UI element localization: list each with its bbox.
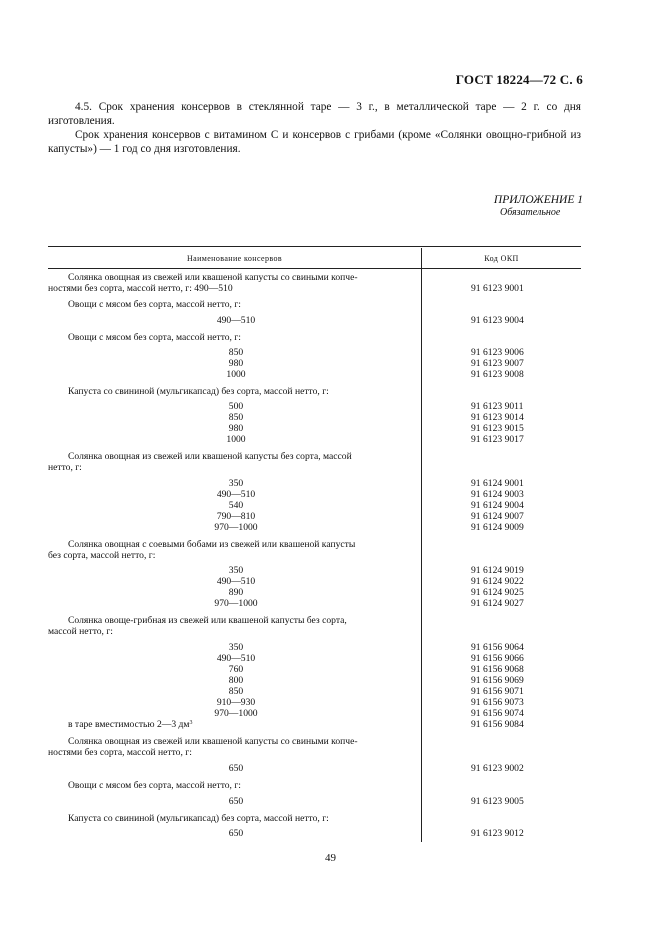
- okp-code: 91 6123 9017: [471, 434, 524, 445]
- mass-value: 350: [228, 642, 244, 653]
- okp-code: 91 6124 9019: [471, 565, 524, 576]
- mass-value: 910—930: [216, 697, 256, 708]
- column-header-code: Код ОКП: [484, 254, 519, 263]
- product-name: Овощи с мясом без сорта, массой нетто, г:: [68, 299, 241, 310]
- product-name: Солянка овощная из свежей или квашеной капусты со свиными копче-: [68, 272, 358, 283]
- mass-value: 800: [228, 675, 244, 686]
- paragraph-vitamin-term: [48, 128, 581, 156]
- mass-value: 650: [228, 828, 244, 839]
- table-top-rule: [48, 246, 581, 247]
- mass-value: 350: [228, 478, 244, 489]
- mass-value: 850: [228, 686, 244, 697]
- okp-code: 91 6123 9012: [471, 828, 524, 839]
- table-column-divider: [421, 248, 422, 842]
- product-name-cont: нетто, г:: [48, 462, 82, 473]
- unit-superscript: 3: [189, 720, 193, 726]
- okp-code: 91 6123 9011: [471, 401, 524, 412]
- product-name: Солянка овощная из свежей или квашеной капусты без сорта, массой: [68, 451, 352, 462]
- mass-value: 980: [228, 358, 244, 369]
- mass-value: 970—1000: [214, 598, 258, 609]
- okp-code: 91 6124 9003: [471, 489, 524, 500]
- mass-value: 490—510: [216, 576, 256, 587]
- product-name: Овощи с мясом без сорта, массой нетто, г:: [68, 332, 241, 343]
- mass-value: 650: [228, 796, 244, 807]
- okp-code: 91 6156 9066: [471, 653, 524, 664]
- appendix-title: ПРИЛОЖЕНИЕ 1: [493, 194, 583, 206]
- mass-value: 350: [228, 565, 244, 576]
- product-name: Солянка овощная с соевыми бобами из свежей или квашеной капусты: [68, 539, 356, 550]
- product-name-cont: ностями без сорта, массой нетто, г: 490—510: [48, 282, 233, 294]
- product-name: Овощи с мясом без сорта, массой нетто, г:: [68, 780, 241, 791]
- mass-value: 850: [228, 412, 244, 423]
- okp-code: 91 6124 9009: [471, 522, 524, 533]
- mass-value: 890: [228, 587, 244, 598]
- document-header: ГОСТ 18224—72 С. 6: [455, 72, 583, 87]
- okp-code: 91 6123 9015: [471, 423, 524, 434]
- okp-code: 91 6156 9074: [471, 708, 524, 719]
- okp-code: 91 6123 9002: [471, 763, 524, 774]
- mass-value: 1000: [226, 434, 246, 445]
- okp-code: 91 6123 9004: [471, 315, 524, 326]
- mass-value: 1000: [226, 369, 246, 380]
- product-name-cont: без сорта, массой нетто, г:: [48, 550, 156, 561]
- okp-code: 91 6124 9007: [471, 511, 524, 522]
- mass-value: 790—810: [216, 511, 256, 522]
- okp-code: 91 6123 9014: [471, 412, 524, 423]
- okp-code: 91 6156 9084: [471, 719, 524, 730]
- okp-code: 91 6123 9005: [471, 796, 524, 807]
- mass-value: 490—510: [216, 653, 256, 664]
- mass-value: 490—510: [216, 315, 256, 326]
- column-header-name: Наименование консервов: [186, 254, 283, 263]
- mass-value: 970—1000: [214, 522, 258, 533]
- mass-value: 500: [228, 401, 244, 412]
- okp-code: 91 6156 9071: [471, 686, 524, 697]
- okp-code: 91 6123 9007: [471, 358, 524, 369]
- mass-value: 490—510: [216, 489, 256, 500]
- product-name: Солянка овощная из свежей или квашеной капусты со свиными копче-: [68, 736, 358, 747]
- okp-code: 91 6124 9027: [471, 598, 524, 609]
- product-name: Капуста со свининой (мульгикапсад) без сорта, массой нетто, г:: [68, 386, 329, 397]
- mass-value: 980: [228, 423, 244, 434]
- paragraph-storage-term: [48, 100, 581, 128]
- okp-code: 91 6123 9008: [471, 369, 524, 380]
- okp-code: 91 6124 9022: [471, 576, 524, 587]
- product-name: Капуста со свининой (мульгикапсад) без сорта, массой нетто, г:: [68, 813, 329, 824]
- mass-value: 850: [228, 347, 244, 358]
- mass-value: 540: [228, 500, 244, 511]
- okp-code: 91 6156 9073: [471, 697, 524, 708]
- container-volume: [68, 720, 193, 731]
- okp-code: 91 6156 9064: [471, 642, 524, 653]
- product-name-cont: массой нетто, г:: [48, 626, 113, 637]
- appendix-subtitle: Обязательное: [500, 207, 561, 218]
- okp-code: 91 6124 9001: [471, 478, 524, 489]
- paragraph-text: Срок хранения консервов с витамином С и консервов с грибами (кроме «Солянки овощно-грибной из капусты») — 1 год со дня изготовления.: [48, 129, 581, 155]
- table-header-rule: [48, 268, 581, 269]
- mass-value: 650: [228, 763, 244, 774]
- page-number: 49: [325, 852, 336, 864]
- okp-code: 91 6156 9068: [471, 664, 524, 675]
- okp-code: 91 6124 9004: [471, 500, 524, 511]
- paragraph-text: 4.5. Срок хранения консервов в стеклянной таре — 3 г., в металлической таре — 2 г. со дня изготовления.: [48, 101, 581, 127]
- container-volume-text: в таре вместимостью 2—3 дм: [68, 719, 190, 730]
- okp-code: 91 6124 9025: [471, 587, 524, 598]
- okp-code: 91 6123 9001: [471, 283, 524, 294]
- mass-value: 760: [228, 664, 244, 675]
- mass-value: 970—1000: [214, 708, 258, 719]
- product-name: Солянка овоще-грибная из свежей или квашеной капусты без сорта,: [68, 615, 347, 626]
- product-name-cont: ностями без сорта, массой нетто, г:: [48, 747, 192, 758]
- okp-code: 91 6156 9069: [471, 675, 524, 686]
- okp-code: 91 6123 9006: [471, 347, 524, 358]
